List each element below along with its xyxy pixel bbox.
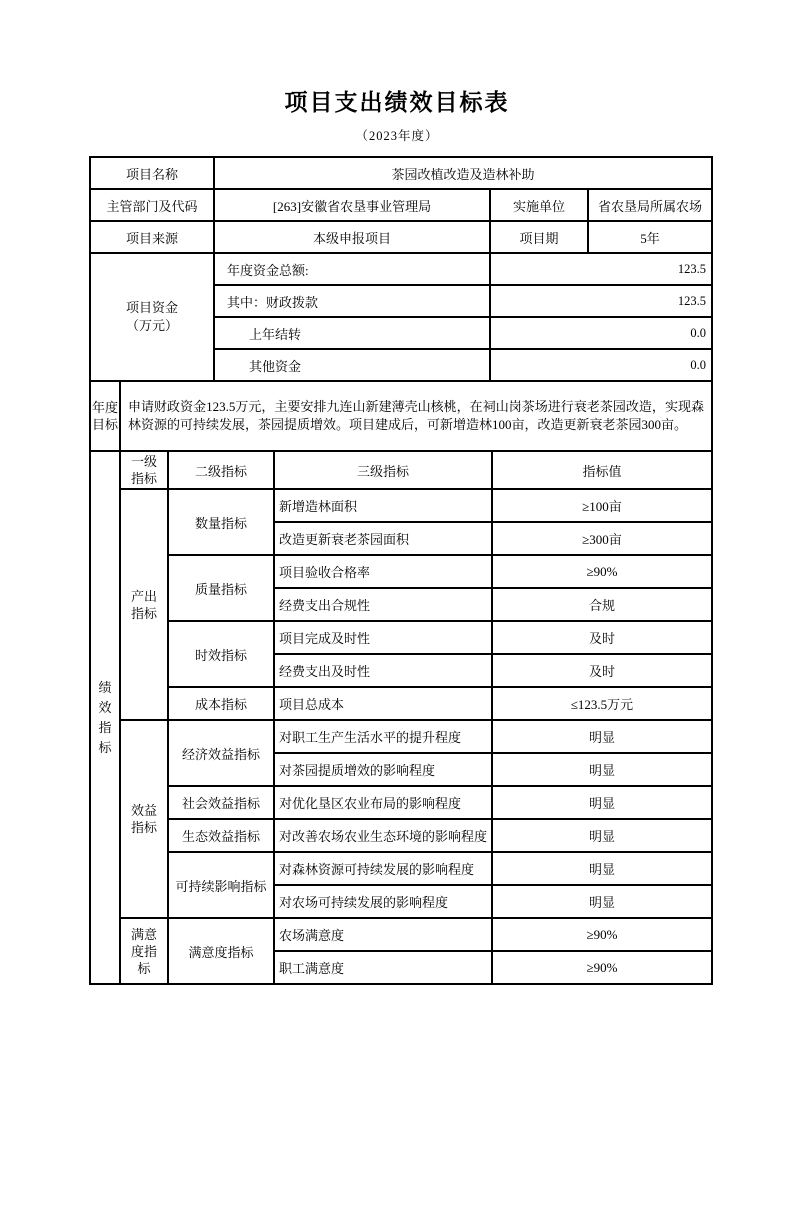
indicator-value: 明显 <box>492 885 712 918</box>
indicator-name: 对茶园提质增效的影响程度 <box>274 753 492 786</box>
level2-cell: 成本指标 <box>168 687 274 720</box>
table-row <box>90 720 712 753</box>
fund-row-label: 其中：财政拨款 <box>214 285 490 317</box>
project-source-value: 本级申报项目 <box>214 221 490 253</box>
level1-cell-text: 产出指标 <box>130 588 157 621</box>
indicator-value: 及时 <box>492 654 712 687</box>
indicator-value: ≥300亩 <box>492 522 712 555</box>
department-value: [263]安徽省农垦事业管理局 <box>214 189 490 221</box>
indicator-name: 对职工生产生活水平的提升程度 <box>274 720 492 753</box>
indicator-name: 对改善农场农业生态环境的影响程度 <box>274 819 492 852</box>
table-row <box>90 381 712 451</box>
project-info-table <box>89 156 713 382</box>
annual-goal-table <box>89 380 713 452</box>
implement-unit-label: 实施单位 <box>490 189 588 221</box>
indicator-value: 明显 <box>492 753 712 786</box>
annual-goal-label-text: 年度目标 <box>91 400 118 432</box>
table-row <box>90 621 712 654</box>
indicator-value: 明显 <box>492 786 712 819</box>
header-level3: 三级指标 <box>274 451 492 489</box>
level2-cell: 可持续影响指标 <box>168 852 274 918</box>
level2-cell: 社会效益指标 <box>168 786 274 819</box>
project-name-value: 茶园改植改造及造林补助 <box>214 157 712 189</box>
fund-row-value: 0.0 <box>490 317 712 349</box>
indicator-value: ≥100亩 <box>492 489 712 522</box>
indicator-value: ≥90% <box>492 951 712 984</box>
project-funds-label <box>90 253 214 381</box>
indicator-name: 项目验收合格率 <box>274 555 492 588</box>
table-row <box>90 451 712 489</box>
page-title: 项目支出绩效目标表 <box>284 90 510 115</box>
implement-unit-value: 省农垦局所属农场 <box>588 189 712 221</box>
indicator-value: 明显 <box>492 852 712 885</box>
page-subtitle: （2023年度） <box>355 129 439 143</box>
header-level2: 二级指标 <box>168 451 274 489</box>
indicator-name: 对优化垦区农业布局的影响程度 <box>274 786 492 819</box>
indicator-name: 对农场可持续发展的影响程度 <box>274 885 492 918</box>
level1-cell <box>120 489 168 720</box>
department-label: 主管部门及代码 <box>90 189 214 221</box>
fund-row-label: 年度资金总额: <box>214 253 490 285</box>
level2-cell: 满意度指标 <box>168 918 274 984</box>
header-value: 指标值 <box>492 451 712 489</box>
indicator-value: ≥90% <box>492 555 712 588</box>
level2-cell: 经济效益指标 <box>168 720 274 786</box>
indicator-name: 经费支出合规性 <box>274 588 492 621</box>
project-source-label: 项目来源 <box>90 221 214 253</box>
indicator-value: 明显 <box>492 720 712 753</box>
indicator-name: 经费支出及时性 <box>274 654 492 687</box>
indicator-name: 农场满意度 <box>274 918 492 951</box>
fund-row-value: 123.5 <box>490 285 712 317</box>
fund-row-label: 其他资金 <box>214 349 490 381</box>
fund-row-value: 0.0 <box>490 349 712 381</box>
table-row <box>90 687 712 720</box>
table-row <box>90 489 712 522</box>
level1-cell-text: 效益指标 <box>130 803 157 835</box>
level2-cell: 生态效益指标 <box>168 819 274 852</box>
indicator-name: 新增造林面积 <box>274 489 492 522</box>
indicator-value: ≤123.5万元 <box>492 687 712 720</box>
table-row <box>90 189 712 221</box>
table-row <box>90 852 712 885</box>
table-row <box>90 819 712 852</box>
header-level1-text: 一级指标 <box>130 454 157 486</box>
fund-row-value: 123.5 <box>490 253 712 285</box>
indicator-value: 合规 <box>492 588 712 621</box>
level1-cell <box>120 720 168 918</box>
table-row <box>90 786 712 819</box>
table-row <box>90 157 712 189</box>
table-row <box>90 221 712 253</box>
level2-cell: 质量指标 <box>168 555 274 621</box>
level1-cell-text: 满意度指标 <box>130 926 157 976</box>
performance-indicators-table <box>89 450 713 985</box>
fund-row-label: 上年结转 <box>214 317 490 349</box>
indicator-name: 改造更新衰老茶园面积 <box>274 522 492 555</box>
annual-goal-label <box>90 381 120 451</box>
project-period-value: 5年 <box>588 221 712 253</box>
table-row <box>90 253 712 285</box>
indicator-value: 明显 <box>492 819 712 852</box>
level1-cell <box>120 918 168 984</box>
indicator-name: 职工满意度 <box>274 951 492 984</box>
level2-cell: 数量指标 <box>168 489 274 555</box>
level2-cell: 时效指标 <box>168 621 274 687</box>
table-row <box>90 918 712 951</box>
indicator-name: 项目总成本 <box>274 687 492 720</box>
annual-goal-text: 申请财政资金123.5万元，主要安排九连山新建薄壳山核桃，在祠山岗茶场进行衰老茶园改造，实现森林资源的可持续发展，茶园提质增效。项目建成后，可新增造林100亩，改造更新衰老茶园300亩。 <box>120 381 712 451</box>
project-name-label: 项目名称 <box>90 157 214 189</box>
indicator-value: 及时 <box>492 621 712 654</box>
indicator-name: 对森林资源可持续发展的影响程度 <box>274 852 492 885</box>
indicator-value: ≥90% <box>492 918 712 951</box>
indicators-side-label <box>90 451 120 984</box>
header-level1 <box>120 451 168 489</box>
project-period-label: 项目期 <box>490 221 588 253</box>
project-funds-label-text: 项目资金（万元） <box>125 300 178 333</box>
indicators-side-label-text: 绩效指标 <box>98 679 112 755</box>
indicator-name: 项目完成及时性 <box>274 621 492 654</box>
table-row <box>90 555 712 588</box>
